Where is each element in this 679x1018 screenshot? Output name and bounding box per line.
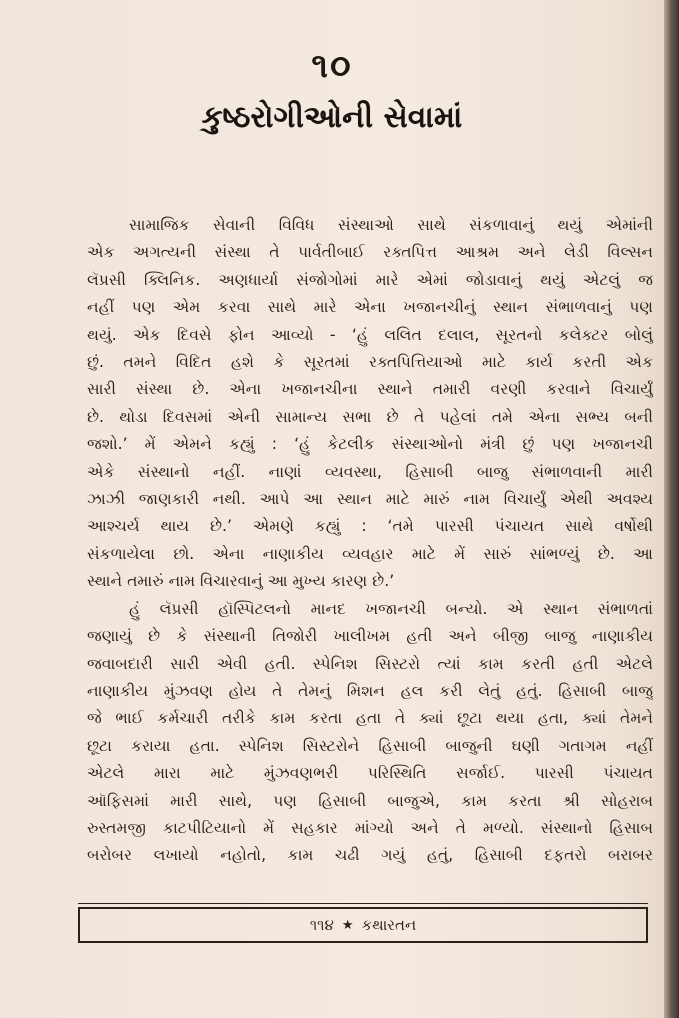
paragraph-1-line: આશ્ચર્ય થાય છે.’ એમણે કહ્યું : ‘તમે પારસી પંચાયત સાથે વર્ષોથી bbox=[87, 517, 653, 536]
paragraph-2-line: એટલે મારા માટે મુંઝવણભરી પરિસ્થિતિ સર્જાઈ. પારસી પંચાયત bbox=[87, 764, 653, 783]
paragraph-2-line: હું લૅપ્રસી હૉસ્પિટલનો માનદ ખજાનચી બન્યો. એ સ્થાન સંભાળતાં bbox=[129, 599, 653, 618]
page-number: ૧૧૪ bbox=[309, 916, 334, 934]
paragraph-2-line: રુસ્તમજી કાટપીટિયાનો મેં સહકાર માંગ્યો અને તે મળ્યો. સંસ્થાનો હિસાબ bbox=[87, 818, 653, 837]
paragraph-1-line: છું. તમને વિદિત હશે કે સૂરતમાં રક્તપિત્તિયાઓ માટે કાર્ય કરતી એક bbox=[87, 353, 653, 372]
paragraph-2-line: ઑફિસમાં મારી સાથે, પણ હિસાબી બાજુએ, કામ કરતા શ્રી સોહરાબ bbox=[87, 791, 653, 810]
paragraph-1-line: જશો.’ મેં એમને કહ્યું : ‘હું કેટલીક સંસ્થાઓનો મંત્રી છું પણ ખજાનચી bbox=[87, 435, 653, 454]
chapter-number: ૧૦ bbox=[311, 46, 353, 86]
page-footer bbox=[78, 907, 648, 943]
paragraph-1-line: સ્થાને તમારું નામ વિચારવાનું આ મુખ્ય કારણ છે.’ bbox=[87, 572, 395, 591]
paragraph-1-line: છે. થોડા દિવસમાં એની સામાન્ય સભા છે તે પહેલાં તમે એના સભ્ય બની bbox=[87, 407, 653, 426]
body-text bbox=[87, 212, 653, 870]
paragraph-2-line: બરોબર લખાયો નહોતો, કામ ચઢી ગયું હતું, હિસાબી દફતરો બરાબર bbox=[87, 846, 653, 865]
paragraph-1-line: સારી સંસ્થા છે. એના ખજાનચીના સ્થાને તમારી વરણી કરવાને વિચાર્યું bbox=[87, 380, 653, 399]
chapter-title: કુષ્ઠરોગીઓની સેવામાં bbox=[201, 100, 463, 135]
paragraph-2-line: છૂટા કરાયા હતા. સ્પેનિશ સિસ્ટરોને હિસાબી બાજુની ઘણી ગતાગમ નહીં bbox=[87, 736, 653, 755]
paragraph-1-line: સંકળાયેલા છો. એના નાણાકીય વ્યવહાર માટે મેં સારું સાંભળ્યું છે. આ bbox=[87, 544, 653, 563]
paragraph-2-line: જણાયું છે કે સંસ્થાની તિજોરી ખાલીખમ હતી અને બીજી બાજુ નાણાકીય bbox=[87, 627, 653, 646]
paragraph-1-line: સામાજિક સેવાની વિવિધ સંસ્થાઓ સાથે સંકળાવાનું થયું એમાંની bbox=[129, 216, 653, 234]
paragraph-1-line: લૅપ્રસી ક્લિનિક. અણધાર્યા સંજોગોમાં મારે એમાં જોડાવાનું થયું એટલું જ bbox=[87, 270, 653, 289]
paragraph-1-line: થયું. એક દિવસે ફોન આવ્યો - ‘હું લલિત દલાલ, સૂરતનો કલેક્ટર બોલું bbox=[87, 325, 653, 344]
paragraph-2-line: નાણાકીય મુંઝવણ હોય તે તેમનું મિશન હલ કરી લેતું હતું. હિસાબી બાજુ bbox=[87, 681, 653, 700]
paragraph-1-line: ઝાઝી જાણકારી નથી. આપે આ સ્થાન માટે મારું નામ વિચાર્યું એથી અવશ્ય bbox=[87, 490, 653, 509]
paragraph-2-line: જે ભાઈ કર્મચારી તરીકે કામ કરતા હતા તે ક્યાં છૂટા થયા હતા, ક્યાં તેમને bbox=[87, 709, 653, 728]
footer-divider bbox=[78, 903, 648, 904]
paragraph-1-line: નહીં પણ એમ કરવા સાથે મારે એના ખજાનચીનું સ્થાન સંભાળવાનું પણ bbox=[87, 298, 653, 317]
paragraph-2-line: જવાબદારી સારી એવી હતી. સ્પેનિશ સિસ્ટરો ત્યાં કામ કરતી હતી એટલે bbox=[87, 654, 653, 673]
book-title: કથારતન bbox=[361, 916, 417, 934]
book-spine bbox=[664, 0, 679, 1018]
paragraph-1-line: એકે સંસ્થાનો નહીં. નાણાં વ્યવસ્થા, હિસાબી બાજુ સંભાળવાની મારી bbox=[87, 462, 653, 481]
star-icon: ★ bbox=[341, 917, 354, 933]
paragraph-1-line: એક અગત્યની સંસ્થા તે પાર્વતીબાઈ રક્તપિત્ત આશ્રમ અને લેડી વિલ્સન bbox=[87, 243, 653, 262]
